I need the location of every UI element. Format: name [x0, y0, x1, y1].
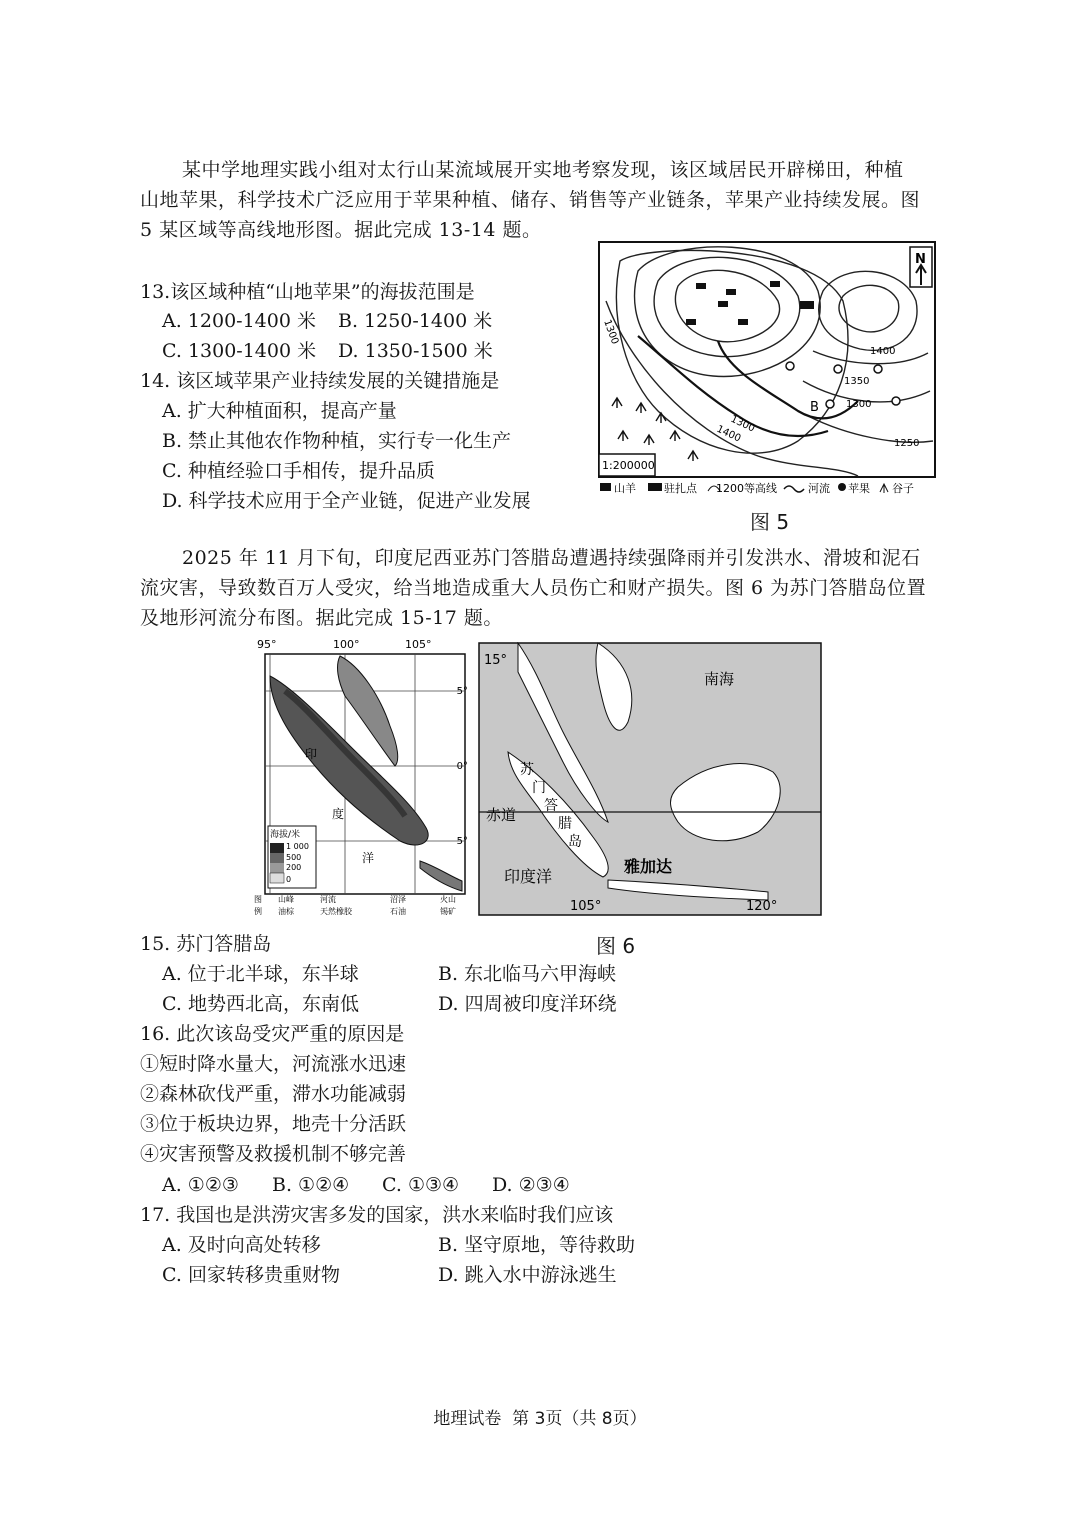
- svg-text:沼泽: 沼泽: [390, 895, 406, 904]
- svg-text:河流: 河流: [808, 482, 830, 495]
- svg-text:500: 500: [286, 853, 302, 862]
- svg-text:0: 0: [286, 875, 292, 884]
- intro-paragraph-1: [140, 155, 930, 245]
- q16-option-a: A. ①②③: [162, 1174, 239, 1196]
- q16-item-1: ①短时降水量大，河流涨水迅速: [140, 1053, 407, 1075]
- svg-text:火山: 火山: [440, 895, 456, 904]
- figure-5-legend: [600, 481, 914, 495]
- svg-text:0°: 0°: [456, 761, 468, 772]
- svg-text:河流: 河流: [320, 895, 336, 904]
- svg-text:印: 印: [305, 747, 318, 761]
- q15-option-b: B. 东北临马六甲海峡: [438, 963, 617, 985]
- scale-label: 1:200000: [602, 459, 655, 472]
- svg-text:度: 度: [332, 807, 345, 821]
- q13-option-d: D. 1350-1500 米: [338, 340, 493, 362]
- q15-option-c: C. 地势西北高，东南低: [162, 993, 359, 1015]
- q14-option-c: C. 种植经验口手相传，提升品质: [162, 460, 435, 482]
- contour-label-1: 1300: [601, 318, 621, 346]
- q15-option-d: D. 四周被印度洋环绕: [438, 993, 617, 1015]
- svg-text:谷子: 谷子: [892, 482, 914, 495]
- svg-text:苏: 苏: [520, 762, 534, 778]
- svg-text:海拔/米: 海拔/米: [270, 830, 301, 840]
- figure-6-caption: 图 6: [596, 934, 636, 958]
- svg-text:95°: 95°: [257, 638, 277, 651]
- intro-paragraph-2: [140, 543, 930, 633]
- svg-text:15°: 15°: [484, 653, 508, 668]
- svg-text:南海: 南海: [704, 670, 735, 688]
- contour-label-4: 1300: [846, 399, 872, 410]
- svg-text:1 000: 1 000: [286, 842, 309, 851]
- svg-text:苹果: 苹果: [848, 482, 870, 495]
- figure-5-caption: 图 5: [750, 510, 790, 534]
- q13-option-b: B. 1250-1400 米: [338, 310, 493, 332]
- svg-text:1200: 1200: [716, 482, 744, 495]
- q13-option-c: C. 1300-1400 米: [162, 340, 317, 362]
- svg-text:5°: 5°: [456, 686, 468, 697]
- contour-label-7: 1400: [714, 423, 743, 445]
- svg-text:5°: 5°: [456, 836, 468, 847]
- svg-text:山峰: 山峰: [278, 895, 294, 904]
- svg-text:石油: 石油: [390, 907, 406, 916]
- svg-text:105°: 105°: [570, 899, 602, 914]
- q13-option-a: A. 1200-1400 米: [162, 310, 316, 332]
- svg-text:印度洋: 印度洋: [504, 867, 553, 886]
- q16-option-b: B. ①②④: [272, 1174, 350, 1196]
- q16-item-2: ②森林砍伐严重，滞水功能减弱: [140, 1083, 407, 1105]
- q17-option-c: C. 回家转移贵重财物: [162, 1264, 340, 1286]
- q16-option-d: D. ②③④: [492, 1174, 570, 1196]
- intro2-line-2: 流灾害，导致数百万人受灾，给当地造成重大人员伤亡和财产损失。图 6 为苏门答腊岛位置: [140, 577, 927, 599]
- q16-item-4: ④灾害预警及救援机制不够完善: [140, 1143, 407, 1165]
- q16-option-c: C. ①③④: [382, 1174, 460, 1196]
- svg-text:腊: 腊: [558, 816, 572, 832]
- q13-stem: 13.该区域种植“山地苹果”的海拔范围是: [140, 281, 475, 303]
- q14-option-a: A. 扩大种植面积，提高产量: [162, 400, 397, 422]
- svg-text:105°: 105°: [405, 638, 432, 651]
- svg-text:赤道: 赤道: [486, 806, 517, 824]
- intro1-line-1: 某中学地理实践小组对太行山某流域展开实地考察发现，该区域居民开辟梯田，种植: [182, 159, 904, 181]
- svg-text:岛: 岛: [568, 834, 582, 850]
- svg-text:图: 图: [254, 895, 262, 904]
- q17-option-b: B. 坚守原地，等待救助: [438, 1234, 636, 1256]
- figure-5-contour-map: [598, 241, 938, 503]
- svg-text:120°: 120°: [746, 899, 778, 914]
- intro1-line-2: 山地苹果，科学技术广泛应用于苹果种植、储存、销售等产业链条，苹果产业持续发展。图: [140, 189, 921, 211]
- svg-text:门: 门: [532, 780, 546, 796]
- svg-text:天然橡胶: 天然橡胶: [320, 907, 352, 916]
- svg-text:例: 例: [254, 907, 262, 916]
- north-label: N: [915, 252, 926, 267]
- figure-6-right-map: [478, 642, 822, 916]
- q14-stem: 14. 该区域苹果产业持续发展的关键措施是: [140, 370, 500, 392]
- q16-stem: 16. 此次该岛受灾严重的原因是: [140, 1023, 405, 1045]
- camp-icon: [800, 301, 814, 309]
- intro2-line-1: 2025 年 11 月下旬，印度尼西亚苏门答腊岛遭遇持续强降雨并引发洪水、滑坡和泥石: [182, 547, 921, 569]
- q15-stem: 15. 苏门答腊岛: [140, 933, 272, 955]
- intro1-line-3: 5 某区域等高线地形图。据此完成 13-14 题。: [140, 219, 542, 241]
- q14-option-b: B. 禁止其他农作物种植，实行专一化生产: [162, 430, 512, 452]
- svg-text:答: 答: [544, 798, 558, 814]
- contour-label-5: 1250: [894, 438, 920, 449]
- q17-stem: 17. 我国也是洪涝灾害多发的国家，洪水来临时我们应该: [140, 1204, 614, 1226]
- q17-option-a: A. 及时向高处转移: [162, 1234, 321, 1256]
- contour-label-2: 1400: [870, 346, 896, 357]
- point-b-label: B: [810, 400, 819, 415]
- q17-option-d: D. 跳入水中游泳逃生: [438, 1264, 617, 1286]
- q15-option-a: A. 位于北半球，东半球: [162, 963, 359, 985]
- svg-text:200: 200: [286, 863, 302, 872]
- svg-text:洋: 洋: [362, 851, 375, 865]
- contour-label-3: 1350: [844, 376, 870, 387]
- contour-label-6: 1300: [728, 413, 757, 435]
- svg-text:山羊: 山羊: [614, 482, 636, 495]
- svg-text:锡矿: 锡矿: [440, 907, 456, 916]
- svg-text:驻扎点: 驻扎点: [664, 482, 697, 495]
- svg-text:等高线: 等高线: [744, 482, 777, 495]
- figure-6-left-map: [250, 636, 470, 918]
- q16-item-3: ③位于板块边界，地壳十分活跃: [140, 1113, 407, 1135]
- svg-text:雅加达: 雅加达: [624, 857, 673, 876]
- intro2-line-3: 及地形河流分布图。据此完成 15-17 题。: [140, 607, 503, 629]
- svg-text:100°: 100°: [333, 638, 360, 651]
- page-footer: 地理试卷 第 3页（共 8页）: [433, 1409, 647, 1429]
- svg-text:油棕: 油棕: [278, 907, 294, 916]
- q14-option-d: D. 科学技术应用于全产业链，促进产业发展: [162, 490, 531, 512]
